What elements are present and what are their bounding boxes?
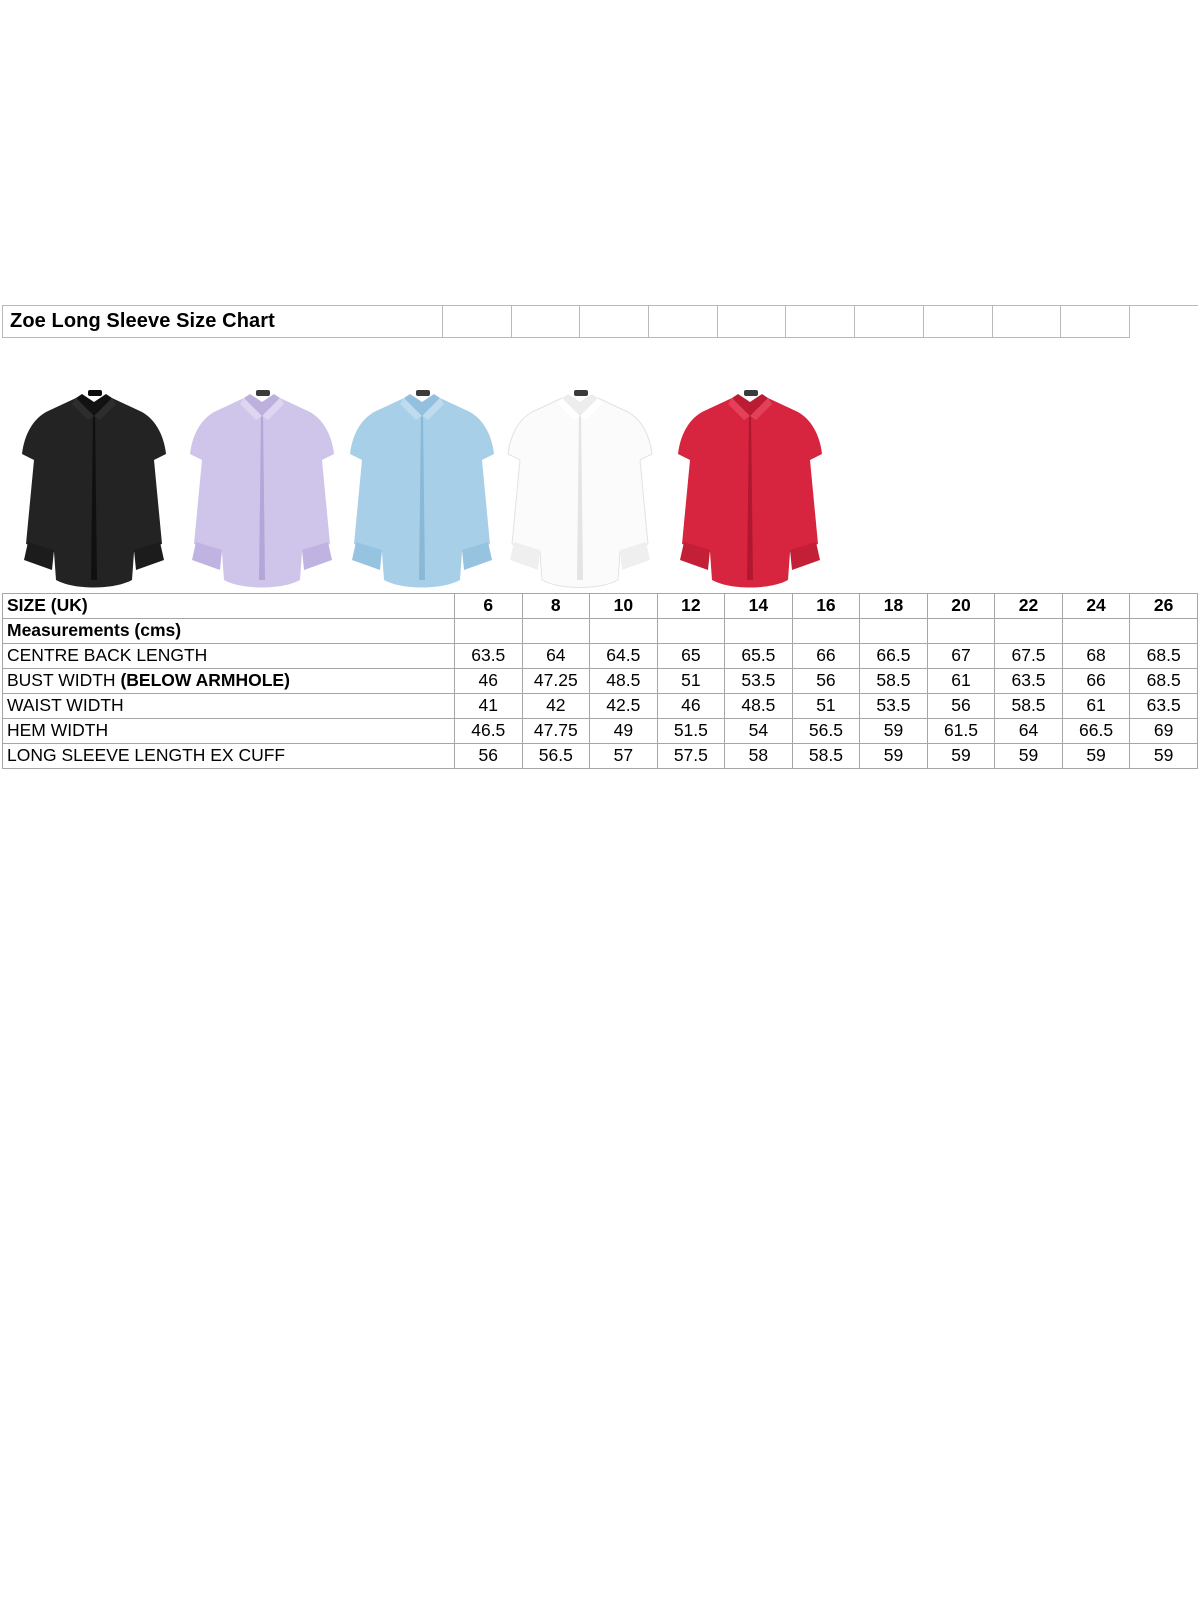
header-size-8: 22	[995, 594, 1063, 619]
table-row	[3, 744, 1198, 769]
title-blank-cell-7	[855, 306, 924, 338]
table-body	[3, 594, 1198, 769]
subheader-blank-4	[725, 619, 793, 644]
cell-hem-6: 46.5	[455, 719, 523, 744]
cell-bust-10: 48.5	[590, 669, 658, 694]
cell-bust-12: 51	[657, 669, 725, 694]
cell-cbl-6: 63.5	[455, 644, 523, 669]
subheader-blank-2	[590, 619, 658, 644]
cell-bust-18: 58.5	[860, 669, 928, 694]
header-size-0: 6	[455, 594, 523, 619]
cell-bust-22: 63.5	[995, 669, 1063, 694]
title-row	[2, 305, 1198, 338]
table-row	[3, 694, 1198, 719]
cell-cbl-22: 67.5	[995, 644, 1063, 669]
cell-bust-6: 46	[455, 669, 523, 694]
cell-sleeve-18: 59	[860, 744, 928, 769]
cell-waist-16: 51	[792, 694, 860, 719]
cell-bust-16: 56	[792, 669, 860, 694]
title-blank-cell-9	[993, 306, 1062, 338]
cell-hem-26: 69	[1130, 719, 1198, 744]
subheader-blank-5	[792, 619, 860, 644]
title-blank-cell-5	[718, 306, 787, 338]
cell-sleeve-26: 59	[1130, 744, 1198, 769]
header-label-size-uk: SIZE (UK)	[3, 594, 455, 619]
header-size-4: 14	[725, 594, 793, 619]
cell-hem-14: 54	[725, 719, 793, 744]
cell-sleeve-10: 57	[590, 744, 658, 769]
table-row	[3, 719, 1198, 744]
cell-sleeve-14: 58	[725, 744, 793, 769]
cell-hem-18: 59	[860, 719, 928, 744]
cell-waist-8: 42	[522, 694, 590, 719]
title-blank-cell-6	[786, 306, 855, 338]
title-blank-cell-4	[649, 306, 718, 338]
header-size-7: 20	[927, 594, 995, 619]
subheader-blank-8	[995, 619, 1063, 644]
subheader-blank-0	[455, 619, 523, 644]
subheader-label-measurements: Measurements (cms)	[3, 619, 455, 644]
title-blank-cell-2	[512, 306, 581, 338]
cell-waist-14: 48.5	[725, 694, 793, 719]
table-header-row	[3, 594, 1198, 619]
title-blank-cell-10	[1061, 306, 1130, 338]
subheader-blank-3	[657, 619, 725, 644]
cell-cbl-16: 66	[792, 644, 860, 669]
product-image-black-shirt	[14, 384, 174, 593]
header-size-6: 18	[860, 594, 928, 619]
cell-cbl-12: 65	[657, 644, 725, 669]
cell-waist-26: 63.5	[1130, 694, 1198, 719]
cell-sleeve-6: 56	[455, 744, 523, 769]
header-size-5: 16	[792, 594, 860, 619]
cell-bust-14: 53.5	[725, 669, 793, 694]
cell-waist-18: 53.5	[860, 694, 928, 719]
subheader-blank-9	[1062, 619, 1130, 644]
row-label-text: LONG SLEEVE LENGTH EX CUFF	[7, 745, 286, 766]
cell-sleeve-16: 58.5	[792, 744, 860, 769]
row-label-text: HEM WIDTH	[7, 720, 109, 741]
header-size-9: 24	[1062, 594, 1130, 619]
cell-sleeve-12: 57.5	[657, 744, 725, 769]
page-title: Zoe Long Sleeve Size Chart	[3, 306, 443, 338]
cell-cbl-18: 66.5	[860, 644, 928, 669]
cell-cbl-26: 68.5	[1130, 644, 1198, 669]
cell-waist-6: 41	[455, 694, 523, 719]
cell-hem-12: 51.5	[657, 719, 725, 744]
subheader-blank-7	[927, 619, 995, 644]
cell-hem-22: 64	[995, 719, 1063, 744]
cell-sleeve-22: 59	[995, 744, 1063, 769]
product-image-band	[2, 338, 1198, 593]
cell-hem-10: 49	[590, 719, 658, 744]
spreadsheet-area	[2, 305, 1198, 769]
title-blank-cell-3	[580, 306, 649, 338]
row-label-centre-back-length	[3, 644, 455, 669]
cell-bust-24: 66	[1062, 669, 1130, 694]
cell-bust-8: 47.25	[522, 669, 590, 694]
subheader-blank-6	[860, 619, 928, 644]
size-measurements-table	[2, 593, 1198, 769]
product-image-lilac-shirt	[182, 384, 342, 593]
table-row	[3, 644, 1198, 669]
cell-hem-20: 61.5	[927, 719, 995, 744]
row-label-hem-width	[3, 719, 455, 744]
product-image-light-blue-shirt	[342, 384, 502, 593]
table-row	[3, 669, 1198, 694]
row-label-text: CENTRE BACK LENGTH	[7, 645, 208, 666]
title-blank-cell-8	[924, 306, 993, 338]
cell-cbl-8: 64	[522, 644, 590, 669]
row-label-long-sleeve-length	[3, 744, 455, 769]
cell-waist-12: 46	[657, 694, 725, 719]
row-label-text: BUST WIDTH	[7, 670, 121, 691]
cell-cbl-14: 65.5	[725, 644, 793, 669]
title-blank-cell-1	[443, 306, 512, 338]
cell-hem-16: 56.5	[792, 719, 860, 744]
row-label-waist-width	[3, 694, 455, 719]
header-size-10: 26	[1130, 594, 1198, 619]
cell-cbl-24: 68	[1062, 644, 1130, 669]
cell-bust-20: 61	[927, 669, 995, 694]
cell-sleeve-20: 59	[927, 744, 995, 769]
header-size-3: 12	[657, 594, 725, 619]
cell-cbl-20: 67	[927, 644, 995, 669]
cell-hem-24: 66.5	[1062, 719, 1130, 744]
subheader-blank-10	[1130, 619, 1198, 644]
table-subheader-row	[3, 619, 1198, 644]
cell-waist-24: 61	[1062, 694, 1130, 719]
row-label-bust-width	[3, 669, 455, 694]
cell-waist-22: 58.5	[995, 694, 1063, 719]
cell-sleeve-24: 59	[1062, 744, 1130, 769]
row-label-text: WAIST WIDTH	[7, 695, 124, 716]
product-image-white-shirt	[500, 384, 660, 593]
cell-bust-26: 68.5	[1130, 669, 1198, 694]
cell-cbl-10: 64.5	[590, 644, 658, 669]
cell-hem-8: 47.75	[522, 719, 590, 744]
row-label-bold-suffix: (BELOW ARMHOLE)	[120, 670, 290, 691]
product-image-red-shirt	[670, 384, 830, 593]
header-size-1: 8	[522, 594, 590, 619]
subheader-blank-1	[522, 619, 590, 644]
cell-waist-10: 42.5	[590, 694, 658, 719]
cell-waist-20: 56	[927, 694, 995, 719]
header-size-2: 10	[590, 594, 658, 619]
cell-sleeve-8: 56.5	[522, 744, 590, 769]
